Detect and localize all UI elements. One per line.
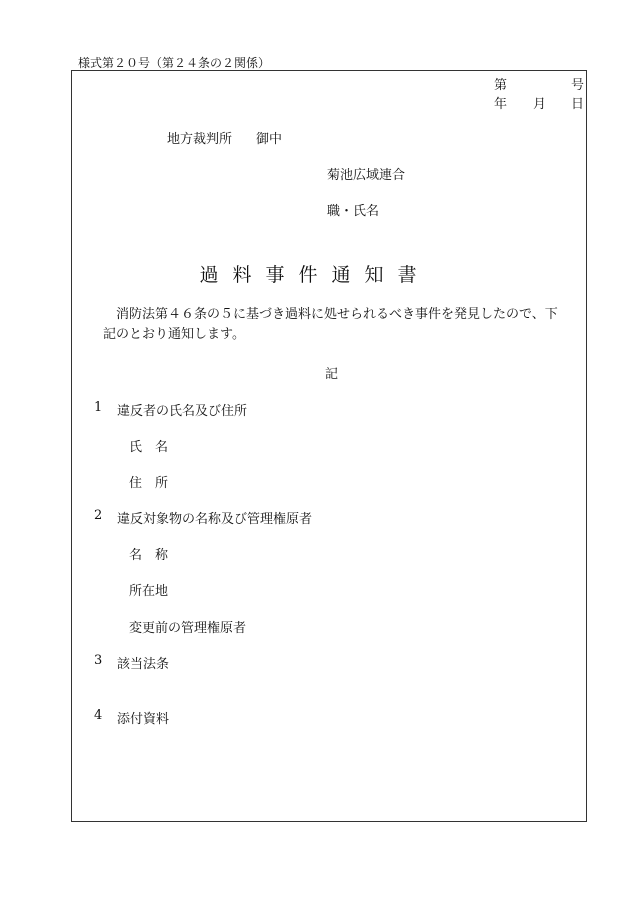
item-2-sub-name: 名 称	[129, 548, 169, 563]
date-day: 日	[571, 97, 585, 112]
date-year: 年	[494, 97, 508, 112]
ki-heading: 記	[325, 367, 339, 382]
addressee-court: 地方裁判所	[167, 132, 233, 147]
item-2-number: 2	[94, 508, 103, 523]
item-4-label: 添付資料	[117, 712, 170, 727]
item-3-label: 該当法条	[117, 657, 170, 672]
item-3-number: 3	[94, 653, 103, 668]
item-1-number: 1	[94, 400, 103, 415]
item-1-label: 違反者の氏名及び住所	[117, 404, 248, 419]
number-suffix: 号	[571, 78, 585, 93]
item-4-number: 4	[94, 708, 103, 723]
number-prefix: 第	[494, 78, 508, 93]
item-1-sub-address: 住 所	[129, 476, 169, 491]
item-1-sub-name: 氏 名	[129, 440, 169, 455]
item-2-label: 違反対象物の名称及び管理権原者	[117, 512, 313, 527]
sender-title-name: 職・氏名	[327, 204, 380, 219]
form-number-label: 様式第２０号（第２４条の２関係）	[78, 56, 271, 70]
addressee-honorific: 御中	[256, 132, 283, 147]
sender-org: 菊池広域連合	[327, 168, 406, 183]
body-paragraph: 消防法第４６条の５に基づき過料に処せられるべき事件を発見したので、下記のとおり通知します。	[103, 307, 558, 342]
item-2-sub-previous-manager: 変更前の管理権原者	[129, 621, 247, 636]
document-title: 過料事件通知書	[199, 264, 431, 286]
date-month: 月	[533, 97, 547, 112]
item-2-sub-location: 所在地	[129, 584, 169, 599]
